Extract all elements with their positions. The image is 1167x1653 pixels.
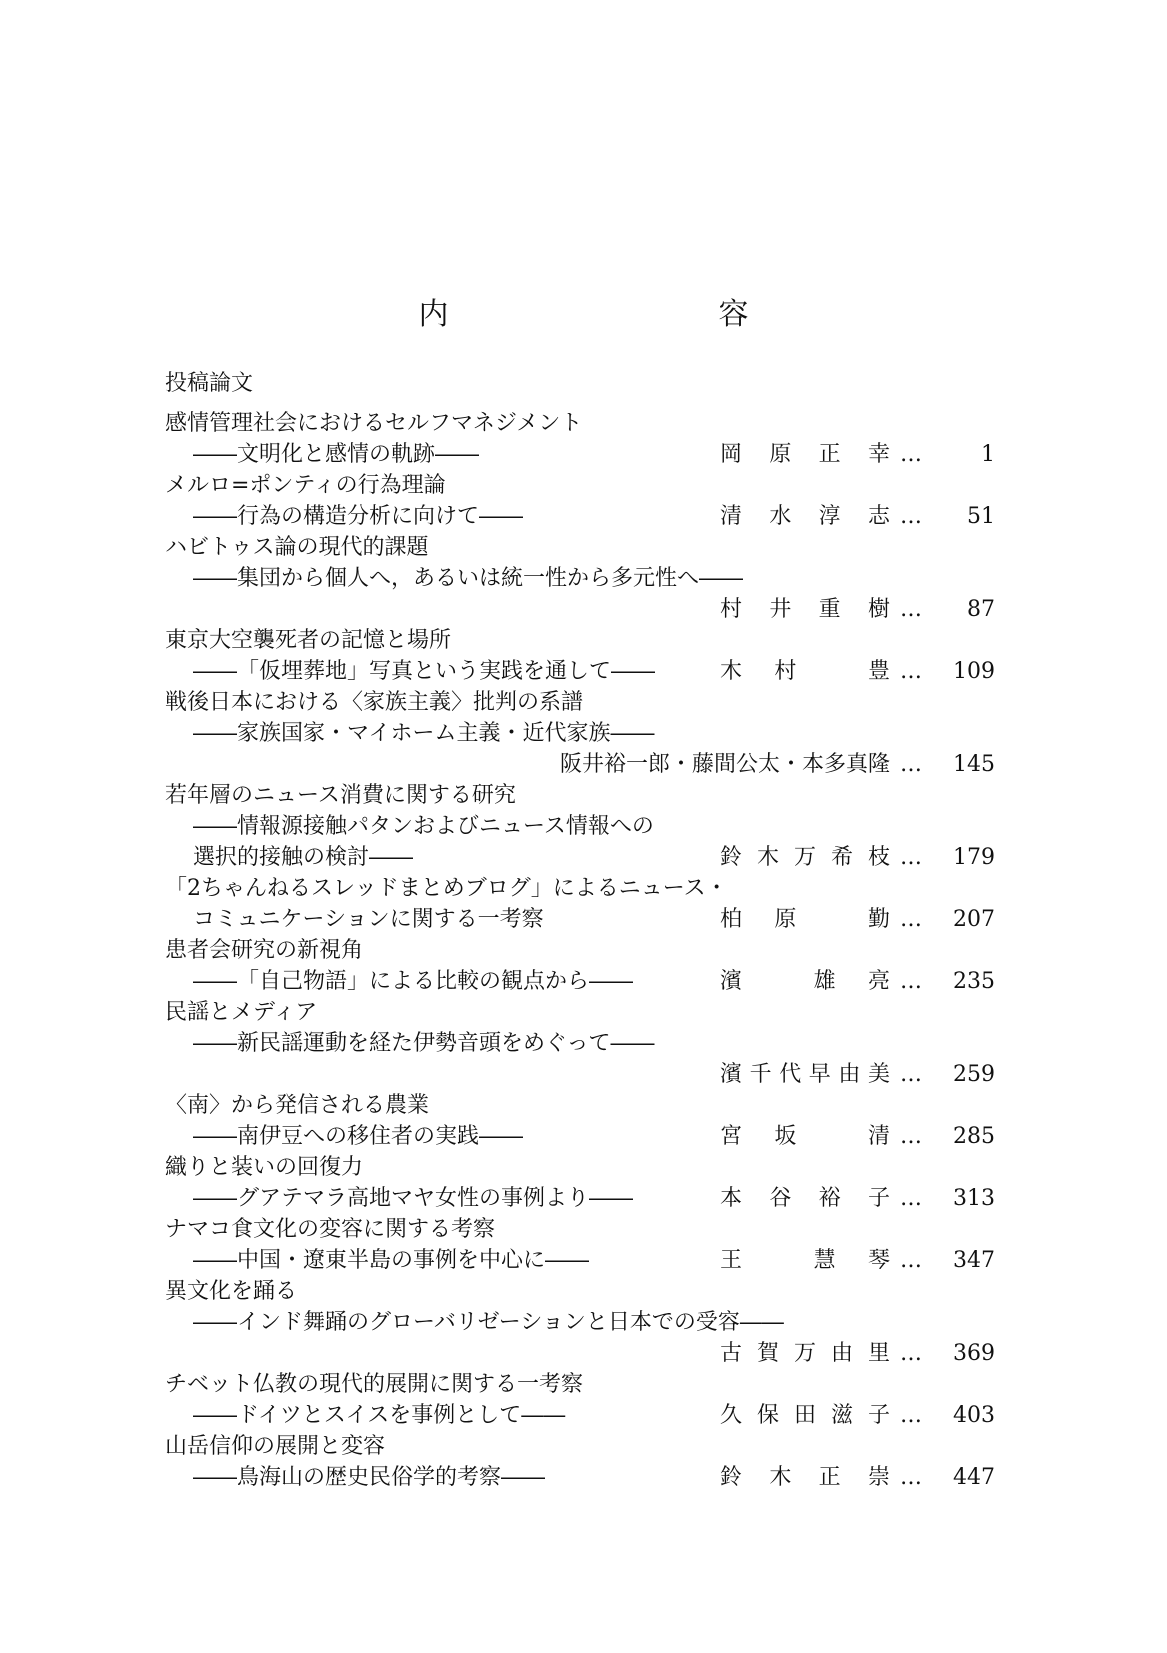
entry-page[interactable]: 109 (953, 659, 995, 684)
entry-subtitle: ――インド舞踊のグローバリゼーションと日本での受容―― (193, 1310, 784, 1335)
entry-page[interactable]: 87 (967, 597, 995, 622)
entry-author: 王 慧琴 (720, 1248, 890, 1273)
entry-leader: … (900, 504, 922, 529)
entry-author: 柏原 勤 (720, 907, 890, 932)
entry-subtitle: ――文明化と感情の軌跡―― (193, 442, 480, 467)
entry-subtitle: ――集団から個人へ，あるいは統一性から多元性へ―― (193, 566, 744, 591)
entry-title: ハビトゥス論の現代的課題 (165, 535, 429, 560)
entry-title: 「2ちゃんねるスレッドまとめブログ」によるニュース・ (165, 876, 728, 901)
entry-subtitle-continued: 選択的接触の検討―― (193, 845, 414, 870)
entry-leader: … (900, 845, 922, 870)
entry-leader: … (900, 969, 922, 994)
entry-subtitle: ――新民謡運動を経た伊勢音頭をめぐって―― (193, 1031, 655, 1056)
entry-subtitle: ――情報源接触パタンおよびニュース情報への (193, 814, 654, 839)
entry-page[interactable]: 347 (953, 1248, 995, 1273)
entry-author: 久保田滋子 (720, 1403, 890, 1428)
entry-leader: … (900, 659, 922, 684)
entry-title: 織りと装いの回復力 (165, 1155, 364, 1180)
entry-title: 若年層のニュース消費に関する研究 (165, 783, 516, 808)
entry-leader: … (900, 752, 922, 777)
entry-page[interactable]: 369 (953, 1341, 995, 1366)
entry-page[interactable]: 403 (953, 1403, 995, 1428)
entry-subtitle: コミュニケーションに関する一考察 (193, 907, 544, 932)
entry-title: 民謡とメディア (165, 1000, 318, 1025)
entry-subtitle: ――南伊豆への移住者の実践―― (193, 1124, 524, 1149)
entry-page[interactable]: 145 (953, 752, 995, 777)
entry-title: 〈南〉から発信される農業 (165, 1093, 430, 1118)
entry-leader: … (900, 1062, 922, 1087)
entry-page[interactable]: 447 (953, 1465, 995, 1490)
entry-title: 患者会研究の新視角 (165, 938, 364, 963)
entry-author: 木村 豊 (720, 659, 890, 684)
entry-page[interactable]: 207 (953, 907, 995, 932)
entry-subtitle: ――ドイツとスイスを事例として―― (193, 1403, 566, 1428)
entry-subtitle: ――鳥海山の歴史民俗学的考察―― (193, 1465, 546, 1490)
entry-author: 鈴木正崇 (720, 1465, 890, 1490)
entry-subtitle: ――家族国家・マイホーム主義・近代家族―― (193, 721, 655, 746)
entry-author: 濱 雄亮 (720, 969, 890, 994)
entry-subtitle: ――グアテマラ高地マヤ女性の事例より―― (193, 1186, 634, 1211)
entry-author: 岡原正幸 (720, 442, 890, 467)
entry-title: ナマコ食文化の変容に関する考察 (165, 1217, 496, 1242)
entry-subtitle: ――「仮埋葬地」写真という実践を通して―― (193, 659, 656, 684)
entry-subtitle: ――「自己物語」による比較の観点から―― (193, 969, 634, 994)
entry-page[interactable]: 179 (953, 845, 995, 870)
entry-author: 濱千代早由美 (720, 1062, 890, 1087)
entry-author: 村井重樹 (720, 597, 890, 622)
entry-author: 古賀万由里 (720, 1341, 890, 1366)
entry-page[interactable]: 313 (953, 1186, 995, 1211)
table-of-contents (165, 408, 1005, 1493)
entry-leader: … (900, 1465, 922, 1490)
entry-page[interactable]: 285 (953, 1124, 995, 1149)
entry-subtitle: ――中国・遼東半島の事例を中心に―― (193, 1248, 590, 1273)
entry-title: 異文化を踊る (165, 1279, 298, 1304)
entry-title: チベット仏教の現代的展開に関する一考察 (165, 1372, 584, 1397)
entry-page[interactable]: 51 (967, 504, 995, 529)
entry-leader: … (900, 1248, 922, 1273)
entry-title: メルロ=ポンティの行為理論 (165, 473, 446, 498)
page-title: 内 容 (418, 297, 819, 332)
entry-author: 宮坂 清 (720, 1124, 890, 1149)
entry-author: 鈴木万希枝 (720, 845, 890, 870)
entry-page[interactable]: 259 (953, 1062, 995, 1087)
entry-title: 戦後日本における〈家族主義〉批判の系譜 (165, 690, 584, 715)
entry-title: 山岳信仰の展開と変容 (165, 1434, 386, 1459)
entry-title: 感情管理社会におけるセルフマネジメント (165, 411, 583, 436)
entry-leader: … (900, 442, 922, 467)
section-heading: 投稿論文 (165, 371, 254, 396)
entry-leader: … (900, 1403, 922, 1428)
entry-title: 東京大空襲死者の記憶と場所 (165, 628, 452, 653)
entry-leader: … (900, 1124, 922, 1149)
entry-author: 本谷裕子 (720, 1186, 890, 1211)
entry-page[interactable]: 1 (981, 442, 995, 467)
entry-subtitle: ――行為の構造分析に向けて―― (193, 504, 524, 529)
entry-leader: … (900, 1186, 922, 1211)
entry-page[interactable]: 235 (953, 969, 995, 994)
entry-author: 阪井裕一郎・藤間公太・本多真隆 (559, 752, 890, 777)
entry-leader: … (900, 597, 922, 622)
entry-leader: … (900, 1341, 922, 1366)
entry-leader: … (900, 907, 922, 932)
entry-author: 清水淳志 (720, 504, 890, 529)
